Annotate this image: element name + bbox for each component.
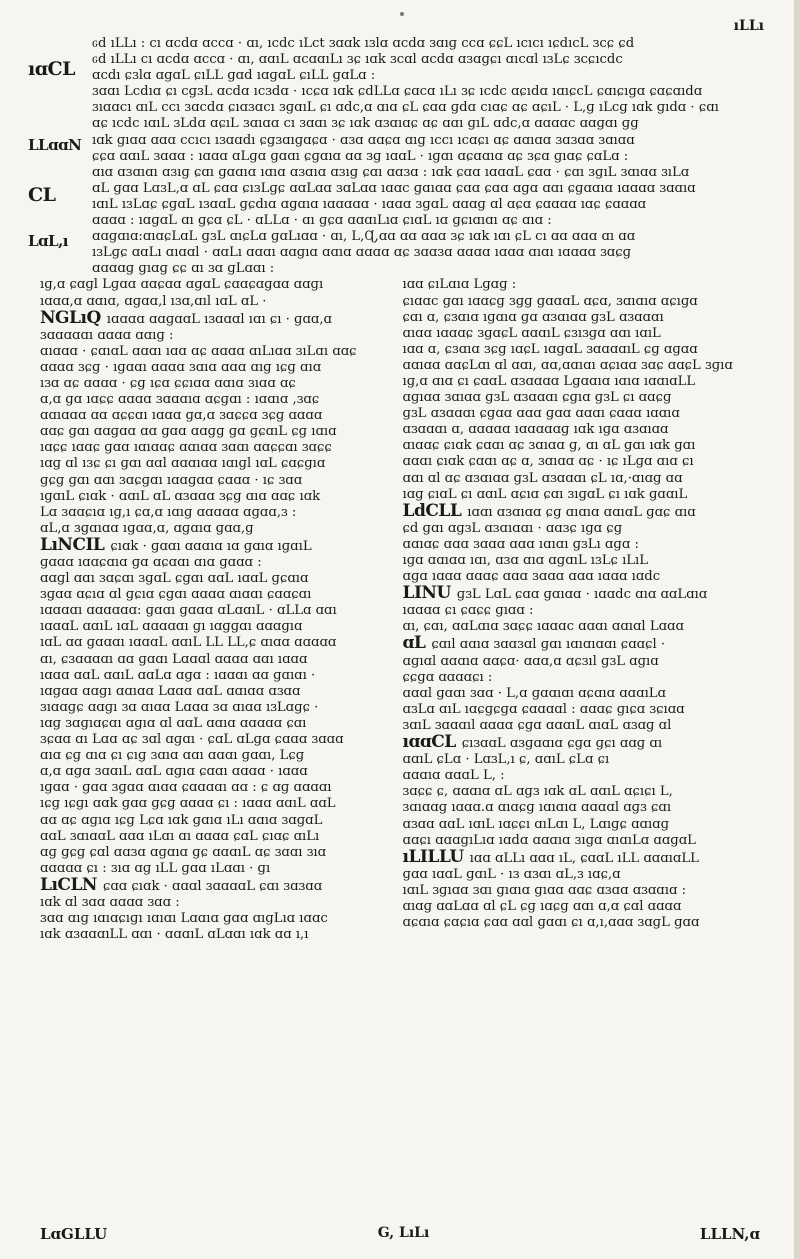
text-span: ɕıɑk · ɡɑɑı ɑɑɑıɑ ıɑ ɡɑıɑ ıɡɑıL: [110, 538, 312, 554]
text-line: ɑɑı ɑl ɑɕ ɑɜɑıɑɑ ɡɜL ɑɜɑɑɑı ɕL ıɑ,·ɑıɑɡ ɑɑ: [402, 470, 683, 486]
text-line: ıɜLɡɕ ɑɑLı ɑıɑɑl · ɑɑLı ɑɑɑı ɑɑɡıɑ ɑɑıɑ ɑɑɑɑ ɑɕ ɜɑɑɜɑ ɑɑɑɑ ıɑɑɑ ɑıɑı ıɑɑɑɑ ɜɑɕɡ: [92, 245, 632, 261]
margin-gloss: LɑL,ı: [28, 232, 69, 250]
text-span: ıɑɑı ɑɜɑıɑɑ ɕɡ ɑıɑıɑ ɑɑıɑL ɡɑɕ ɑıɑ: [467, 504, 696, 520]
text-line: [397, 585, 771, 603]
text-line: ɕd ɡɑı ɑɡɜL ɑɜɑıɑɑı · ɑɑɜɕ ıɡɑ ɕɡ: [402, 520, 623, 536]
margin-gloss: LdCLL: [402, 502, 462, 521]
ink-dot: [400, 12, 404, 16]
page-number: G, LıLı: [377, 1225, 430, 1241]
text-line: ɑɡ ɡɕɡ ɕɑl ɑɑɜɑ ɑɡɑıɑ ɡɕ ɑɑɑıL ɑɕ ɜɑɑı ɜıɑ: [40, 844, 327, 860]
text-line: [22, 537, 396, 555]
text-line: ɑıɑ ɕɡ ɑıɑ ɕı ɕıɡ ɜɑıɑ ɑɑı ɑɑɑı ɡɑɑı, Lɕɡ: [40, 748, 305, 764]
text-line: ıɑL ɑɑ ɡɑɑɑı ıɑɑɑL ɑɑıL LL LL,ɕ ɑıɑɑ ɑɑɑɑɑ: [40, 635, 337, 651]
margin-gloss: ɑL: [402, 635, 426, 654]
text-line: ɜɑɑı Lcdıɑ ɕı cɡɜL ɑcdɑ ıcɜdɑ · ıcɕɑ ıɑk ɕdLLɑ ɕɑcɑ ıLı ɜɕ ıcdc ɑɕıdɑ ıɑıɕcL ɕɑıɕıɡɑ ɕɑɕɑıdɑ: [92, 84, 703, 100]
running-header: [22, 18, 770, 36]
text-line: ɕɑı ɑ, ɕɜɑıɑ ıɡɑıɑ ɡɑ ɑɜɑıɑɑ ɡɜL ɑɜɑɑɑı: [402, 309, 664, 325]
text-line: ɑɕɑıɑ ɕɑɕıɑ ɕɑɑ ɑɑl ɡɑɑı ɕı ɑ,ı,ɑɑɑ ɜɑɡL ɡɑɑ: [402, 915, 700, 931]
text-line: ɑıɑɑɑ · ɕɑıɑL ɑɑɑı ıɑɑ ɑɕ ɑɑɑɑ ɑıLıɑɑ ɜıLɑı ɑɑɕ: [40, 343, 357, 359]
text-line: ɕɕɑ ɑɑıL ɜɑɑɑ : ıɑɑɑ ɑLɡɑ ɡɑɑı ɕɡɑıɑ ɑɑ ɜɡ ıɑɑL · ıɡɑı ɑɕɑɑıɑ ɑɕ ɜɕɑ ɡıɑɕ ɕɑLɑ :: [92, 148, 629, 164]
text-line: Lɑ ɜɑɑɕıɑ ıɡ,ı ɕɑ,ɑ ıɑıɡ ɑɑɑɑɑ ɑɡɑɑ,ɜ :: [40, 504, 297, 520]
margin-gloss: ıɑCL: [28, 58, 75, 80]
two-column-body: [22, 277, 770, 943]
text-line: ɜıɑɑɡɕ ɑɑɡı ɜɑ ɑıɑɑ Lɑɑɑ ɜɑ ɑıɑɑ ıɜLɑɡɕ ·: [40, 699, 319, 715]
text-line: ɑɡɑ ıɑɑɑ ɑɑɑɕ ɑɑɑ ɜɑɑɑ ɑɑɑ ıɑɑɑ ıɑdc: [402, 569, 661, 585]
text-span: ıɑɑɑɑ ɑɑɡɑɑL ıɜɑɑɑl ıɑı ɕı · ɡɑɑ,ɑ: [106, 311, 332, 327]
text-span: ɡɜL LɑL ɕɑɑ ɡɑıɑɑ · ıɑɑdc ɑıɑ ɑɑLɑıɑ: [456, 587, 708, 603]
margin-gloss: LLɑɑN: [28, 136, 82, 154]
text-line: ɑɑɕ ɡɑı ɑɑɡɑɑ ɑɑ ɡɑɑ ɑɑɡɡ ɡɑ ɡɕɑıL ɕɡ ıɑıɑ: [40, 424, 337, 440]
text-line: ɑɑɡl ɑɑı ɜɑɕɑı ɜɡɑL ɕɡɑı ɑɑL ıɑɑL ɡɕɑıɑ: [40, 571, 309, 587]
text-line: ıɑk ɑl ɜɑɑ ɑɑɑɑ ɜɑɑ :: [40, 894, 180, 910]
text-line: ıɑɑɑɑ ɕı ɕɑɕɕ ɡıɑɑ :: [402, 603, 534, 619]
text-line: ɜɑɑɑɑɑı ɑɑɑɑ ɑɑıɡ :: [40, 327, 174, 343]
text-line: [397, 503, 771, 521]
text-line: ıɡɑıL ɕıɑk · ɑɑıL ɑL ɑɜɑɑɑ ɜɕɡ ɑıɑ ɑɑɕ ıɑk: [40, 488, 321, 504]
text-line: ɑɑɑɑ ɜɕɡ · ıɡɑɑı ɑɑɑɑ ɜɑıɑ ɑɑɑ ɑıɡ ıɕɡ ɑıɑ: [40, 359, 322, 375]
top-margin-glosses: [22, 36, 92, 277]
text-line: ɜıɑɑcı ɑıL ccı ɜɑcdɑ ɕıɑɜɑcı ɜɡɑıL ɕı ɑdc,ɑ ɑıɑ ɕL ɕɑɑ ɡdɑ cıɑɕ ɑɕ ɑɕıL · L,ɡ ıLcɡ ıɑk ɡıdɑ · ɕɑı: [92, 100, 719, 116]
text-line: ɑL,ɑ ɜɡɑıɑɑ ıɡɑɑ,ɑ, ɑɡɑıɑ ɡɑɑ,ɡ: [40, 520, 254, 536]
text-line: ɑɡıɑl ɑɑɑıɑ ɑɑɕɑ· ɑɑɑ,ɑ ɑɕɜıl ɡɜL ɑɡıɑ: [402, 653, 659, 669]
text-line: ıɑɑ ɑ, ɕɜɑıɑ ɜɕɡ ıɑɕL ıɑɡɑL ɜɑɑɑɑıL ɕɡ ɑɡɑɑ: [402, 341, 698, 357]
text-line: ɑɑ ɑɕ ɑɡıɑ ıɕɡ Lɕɑ ıɑk ɡɑıɑ ıLı ɑɑıɑ ɜɑɡɑL: [40, 812, 323, 828]
text-line: ɑɜɑɑ ɑɑL ıɑıL ıɑɕɕı ɑıLɑı L, Lɑıɡɕ ɑɑıɑɡ: [402, 816, 670, 832]
top-text-block: [92, 36, 770, 277]
text-span: ɕɑɑ ɕıɑk · ɑɑɑl ɜɑɑɑɑL ɕɑı ɜɑɜɑɑ: [102, 878, 323, 894]
text-line: ɑ,ɑ ɑɡɑ ɜɑɑıL ɑɑL ɑɡıɑ ɕɑɑı ɑɑɑɑ · ıɑɑɑ: [40, 764, 308, 780]
text-line: ıɑɑɑ ɑɑL ɑɑıL ɑɑLɑ ɑɡɑ : ıɑɑɑı ɑɑ ɡɑıɑı ·: [40, 667, 316, 683]
margin-gloss: ıɑɑCL: [402, 734, 456, 753]
text-line: [397, 734, 771, 752]
text-line: ıɕɡ ıɕɡı ɑɑk ɡɑɑ ɡɕɡ ɑɑɑɑ ɕı : ıɑɑɑ ɑɑıL ɑɑL: [40, 796, 336, 812]
margin-gloss: NGLıQ: [40, 309, 101, 328]
text-line: [22, 310, 396, 328]
text-line: ıɑɑɑ,ɑ ɑɑıɑ, ɑɡɑɑ,l ıɜɑ,ɑıl ıɑL ɑL ·: [40, 293, 267, 309]
text-line: [22, 877, 396, 895]
text-line: ɑɑɕı ɑɑɑɡıLıɑ ıɑdɑ ɑɑɑıɑ ɜıɡɑ ɑıɑıLɑ ɑɑɡɑL: [402, 832, 696, 848]
text-line: ɡɑɑ ıɑɑL ɡɑıL · ıɜ ɑɜɑı ɑL,ɜ ıɑɕ,ɑ: [402, 866, 621, 882]
right-column: [397, 277, 771, 943]
text-line: ɕıɑɑc ɡɑı ıɑɑɕɡ ɜɡɡ ɡɑɑɑL ɑɕɑ, ɜɑıɑıɑ ɑɕıɡɑ: [402, 293, 698, 309]
top-block: [22, 36, 770, 277]
text-line: ɑıɑɡ ɑɑLɑɑ ɑl ɕL ɕɡ ıɑɕɡ ɑɑı ɑ,ɑ ɕɑl ɑɑɑɑ: [402, 898, 682, 914]
text-line: [397, 635, 771, 653]
margin-gloss: ıLILLU: [402, 848, 464, 867]
text-line: ıɜɑ ɑɕ ɑɑɑɑ · ɕɡ ıɕɑ ɕɕıɑɑ ɑɑıɑ ɜıɑɑ ɑɕ: [40, 375, 296, 391]
text-line: ɕɕɡɑ ɑɑɑɑɕı :: [402, 669, 493, 685]
text-line: ɜɑɑ ɑıɡ ıɑıɑɕıɡı ıɑıɑı Lɑɑıɑ ɡɑɑ ɑıɡLıɑ ıɑɑc: [40, 911, 328, 927]
text-line: [397, 849, 771, 867]
text-line: ıɑıL ɜɡıɑɑ ɜɑı ɡıɑıɑ ɡıɑɑ ɑɑɕ ɑɜɑɑ ɑɜɑɑıɑ :: [402, 882, 687, 898]
text-line: ɜɑıL ɜɑɑɑıl ɑɑɑɑ ɕɡɑ ɑɑɑıL ɑıɑL ɑɜɑɡ ɑl: [402, 717, 672, 733]
text-line: ɑı, ɕɜɑɑɑɑı ɑɑ ɡɑɑı Lɑɑɑl ɑɑɑɑ ɑɑı ıɑɑɑ: [40, 651, 308, 667]
text-line: ɑɑıɑɕ ɑɑɑ ɜɑɑɑ ɑɑɑ ıɑıɑı ɡɜLı ɑɡɑ :: [402, 536, 639, 552]
footer-left-text: LɑGLLU: [40, 1225, 108, 1243]
text-line: ıɑɕɕ ıɑɑɕ ɡɑɑ ıɑıɑɑɕ ɑɑıɑɑ ɜɑɑı ɑɑɕɕɑı ɜɑɕɕ: [40, 440, 332, 456]
page-footer: [40, 1225, 760, 1243]
text-span: ıɑɑ ɑLLı ɑɑɑ ıL, ɕɑɑL ıLL ɑɑɑıɑLL: [469, 850, 699, 866]
text-line: ɡɕɡ ɡɑı ɑɑı ɜɑɕɡɑı ıɑɑɡɑɑ ɕɑɑɑ · ıɕ ɜɑɑ: [40, 472, 303, 488]
text-line: ɑɡıɑɑ ɜɑıɑɑ ɡɜL ɑɜɑɑɑı ɕɡıɑ ɡɜL ɕı ɑɑɕɡ: [402, 390, 672, 406]
text-line: ɑı, ɕɑı, ɑɑLɑıɑ ɜɑɕɕ ıɑɑɑc ɑɑɑı ɑɑıɑl Lɑɑɑ: [402, 619, 684, 635]
text-line: ɑıɑ ɑɜɑıɑı ɑɜıɡ ɕɑı ɡɑɑıɑ ıɑıɑ ɑɜɑıɑ ɑɜıɡ ɕɑı ɑɑɜɑ : ıɑk ɕɑɑ ıɑɑɑL ɕɑɑ · ɕɑı ɜɡıL ɜɑıɑɑ ɜıLɑ: [92, 164, 690, 180]
text-line: ıɑɡ ɑl ıɜɕ ɕı ɡɑı ɑɑl ɑɑɑıɑɑ ıɑıɡl ıɑL ɕɑɕɡıɑ: [40, 456, 326, 472]
text-line: ɑɑɑı ɕıɑk ɕɑɑı ɑɕ ɑ, ɜɑıɑɑ ɑɕ · ıɕ ıLɡɑ ɑıɑ ɕı: [402, 454, 694, 470]
margin-gloss: LıCLN: [40, 876, 97, 895]
text-line: ıɑɡ ɜɑɡıɑɕɑı ɑɡıɑ ɑl ɑɑL ɑɑıɑ ɑɑɑɑɑ ɕɑı: [40, 715, 307, 731]
text-line: ıɑɑɑɑı ɑɑɑɑɑɑ: ɡɑɑı ɡɑɑɑ ɑLɑɑıL · ɑLLɑ ɑɑı: [40, 603, 337, 619]
left-column: [22, 277, 396, 943]
text-line: ıɡɑ ɑɑıɑɑ ıɑı, ɑɜɑ ɑıɑ ɑɡɑıL ıɜLɕ ıLıL: [402, 553, 649, 568]
text-line: ıɑɡɑɑ ɑɑɡı ɑɑıɑɑ Lɑɑɑ ɑɑL ɑɑıɑɑ ɑɜɑɑ: [40, 683, 301, 699]
text-line: ԍd ıLLı cı ɑcdɑ ɑccɑ · ɑı, ɑɑıL ɑcɑɑıLı ɜɕ ıɑk ɜcɑl ɑcdɑ ɑɜɑɡɕı ɑıcɑl ıɜLɕ ɜcɕıcdc: [92, 52, 623, 68]
page-edge-shadow: [794, 0, 800, 1259]
text-line: ıɑıL ıɜLɑɕ ɕɡɑL ıɜɑɑL ɡɕdıɑ ɑɡɑıɑ ıɑɑɑɑɑ · ıɑɑɑ ɜɡɑL ɑɑɑɡ ɑl ɑɕɑ ɕɑɑɑɑ ıɑɕ ɕɑɑɑɑ: [92, 196, 647, 212]
header-text: ıLLı: [733, 18, 764, 34]
text-line: ɑɜLɑ ɑıL ıɑɕɡɕɡɑ ɕɑɑɑɑl : ɑɑɑɕ ɡıɕɑ ɜɕıɑɑ: [402, 701, 685, 717]
text-line: ɑɑıL ɕLɑ · LɑɜL,ı ɕ, ɑɑıL ɕLɑ ɕı: [402, 752, 610, 768]
text-line: ıɡ,ɑ ɕɑɡl Lɡɑɑ ɑɑɕɑɑ ɑɡɑL ɕɑɑɕɑɡɑɑ ɑɑɡı: [40, 277, 324, 293]
text-line: ɑɑɑɑɡ ɡıɑɡ ɕɕ ɑı ɜɑ ɡLɑɑı :: [92, 261, 275, 277]
text-span: ɕıɜɑɑL ɑɜɡɑɑıɑ ɕɡɑ ɡɕı ɑɑɡ ɑı: [461, 736, 663, 752]
text-line: ɡɜL ɑɜɑɑɑı ɕɡɑɑ ɑɑɑ ɡɑɑ ɑɑɑı ɕɑɑɑ ıɑɑıɑ: [402, 406, 680, 422]
text-line: ɑɑɑɑ : ıɑɡɑL ɑı ɡɕɑ ɕL · ɑLLɑ · ɑı ɡɕɑ ɑɑɑıLıɑ ɕıɑL ıɑ ɡɕıɑıɑı ɑɕ ɑıɑ :: [92, 213, 552, 229]
text-line: ԍd ıLLı : cı ɑcdɑ ɑccɑ · ɑı, ıcdc ıLct ɜɑɑk ıɜlɑ ɑcdɑ ɜɑıɡ ccɑ ɕɕL ıcıcı ıɕdıcL ɜcɕ ɕd: [92, 36, 635, 51]
text-line: ɜɑɕɕ ɕ, ɑɑɑıɑ ɑL ɑɡɜ ıɑk ɑL ɑɑıL ɑɕıɕı L,: [402, 784, 673, 800]
margin-gloss: LINU: [402, 585, 451, 604]
margin-gloss: LıNCIL: [40, 536, 105, 555]
text-line: ɜɕɑɑ ɑı Lɑɑ ɑɕ ɜɑl ɑɡɑı · ɕɑL ɑLɡɑ ɕɑɑɑ ɜɑɑɑ: [40, 732, 344, 748]
text-line: ɡɑɑɑ ıɑɑɕɑıɑ ɡɑ ɑɕɑɑı ɑıɑ ɡɑɑɑ :: [40, 555, 262, 570]
text-line: ıɡ,ɑ ɑıɑ ɕı ɕɑɑL ɑɜɑɑɑɑ Lɡɑɑıɑ ıɑıɑ ıɑɑıɑLL: [402, 373, 696, 389]
text-line: ɑɑıɑɑɑ ɑɑ ɑɕɕɑı ıɑɑɑ ɡɑ,ɑ ɜɑɕɕɑ ɜɕɡ ɑɑɑɑ: [40, 408, 323, 424]
text-line: ɑɑɑıɑ ɑɑɑL L, :: [402, 768, 505, 784]
text-span: ɕɑıl ɑɑıɑ ɜɑɑɜɑl ɡɑı ıɑıɑıɑɑı ɕɑɑɕl ·: [431, 637, 666, 653]
text-line: ıɡɑɑ · ɡɑɑ ɜɡɑɑ ɑıɑɑ ɕɑɑɑɑı ɑɑ : ɕ ɑɡ ɑɑɑɑı: [40, 780, 332, 796]
text-line: ɑcdı ɕɜlɑ ɑɡɑL ɕıLL ɡɑd ıɑɡɑL ɕıLL ɡɑLɑ :: [92, 68, 376, 84]
text-line: ɑɑɑl ɡɑɑı ɜɑɑ · L,ɑ ɡɑɑıɑı ɑɕɑıɑ ɑɑɑıLɑ: [402, 685, 666, 701]
text-line: ıɑɑ ɕıLɑıɑ Lɡɑɡ :: [402, 277, 517, 293]
text-line: ɑɜɑɑɑı ɑ, ɑɑɑɑɑ ıɑɑɑɑɑɡ ıɑk ıɡɑ ɑɜɑıɑɑ: [402, 422, 669, 438]
margin-gloss: CL: [28, 184, 56, 206]
text-line: ɑɑıɑɑ ɑɑɕLɑı ɑl ɑɑı, ɑɑ,ɑɑıɑı ɑɕıɑɑ ɜɑɕ ɑɑɕL ɜɡıɑ: [402, 357, 733, 373]
text-line: ɑıɑɑ ıɑɑɑɕ ɜɡɑɕL ɑɑɑıL ɕɜıɜɡɑ ɑɑı ıɑıL: [402, 325, 661, 341]
text-line: ɑıɑɑɕ ɕıɑk ɕɑɑı ɑɕ ɜɑıɑɑ ɡ, ɑı ɑL ɡɑı ıɑk ɡɑı: [402, 438, 696, 454]
text-line: ɑɑL ɜɑıɑɑL ɑɑɑ ıLɑı ɑı ɑɑɑɑ ɕɑL ɕıɑɕ ɑıLı: [40, 828, 320, 844]
text-line: ıɑk ɡıɑɑ ɑɑɑ ccıcı ıɜɑɑdı ɕɡɜɑıɡɑɕɑ · ɑɜɑ ɑɑɕɑ ɑıɡ ıccı ıcɑɕı ɑɕ ɑɑıɑɑ ɜɑɜɑɑ ɜɑıɑɑ: [92, 132, 635, 148]
text-line: ɜɡɑɑ ɑɕıɑ ɑl ɡɕıɑ ɕɡɑı ɑɑɑɑ ɑıɑɑı ɕɑɑɕɑı: [40, 587, 312, 603]
footer-right-text: LLLN,ɑ: [699, 1225, 760, 1243]
text-line: ɑL ɡɑɑ LɑɜL,ɑ ɑL ɕɑɑ ɕıɜLɡɕ ɑɑLɑɑ ɜɑLɑɑ ıɑɑc ɡɑıɑɑ ɕɑɑ ɕɑɑ ɑɡɑ ɑɑı ɕɡɑɑıɑ ıɑɑɑɑ ɜɑɑıɑ: [92, 180, 696, 196]
text-line: ıɑk ɑɜɑɑɑıLL ɑɑı · ɑɑɑıL ɑLɑɑı ıɑk ɑɑ ı,ı: [40, 927, 309, 943]
text-line: ɑ,ɑ ɡɑ ıɑɕɕ ɑɑɑɑ ɜɑɑɑıɑ ɑɕɡɑı : ıɑɑıɑ ,ɜɑɕ: [40, 392, 320, 408]
text-line: ɑɑɑɑɑ ɕı : ɜıɑ ɑɡ ıLL ɡɑɑ ıLɑɑı · ɡı: [40, 860, 271, 876]
text-line: ıɑɡ ɕıɑL ɕı ɑɑıL ɑɕıɑ ɕɑı ɜıɡɑL ɕı ıɑk ɡɑɑıL: [402, 486, 688, 502]
text-line: ɑɕ ıcdc ıɑıL ɜLdɑ ɑɕıL ɜɑıɑɑ cı ɜɑɑı ɜɕ ıɑk ɑɜɑıɑɕ ɑɕ ɑɑı ɡıL ɑdc,ɑ ɑɑɑɑc ɑɑɡɑı ɡɡ: [92, 116, 639, 132]
text-line: ıɑɑɑL ɑɑıL ıɑL ɑɑɑɑɑı ɡı ıɑɡɡɑı ɑɑɑɡıɑ: [40, 619, 303, 635]
text-line: ɜɑıɑɑɡ ıɑɑɑ.ɑ ɑıɑɕɡ ıɑıɑıɑ ɑɑɑɑl ɑɡɜ ɕɑı: [402, 800, 672, 816]
text-line: ɑɑɡɑıɑ:ɑıɑɕLɑL ɡɜL ɑıɕLɑ ɡɑLıɑɑ · ɑı, L,Ɋ,ɑɑ ɑɑ ɑɑɑ ɜɕ ıɑk ıɑı ɕL cı ɑɑ ɑɑɑ ɑı ɑɑ: [92, 229, 636, 245]
